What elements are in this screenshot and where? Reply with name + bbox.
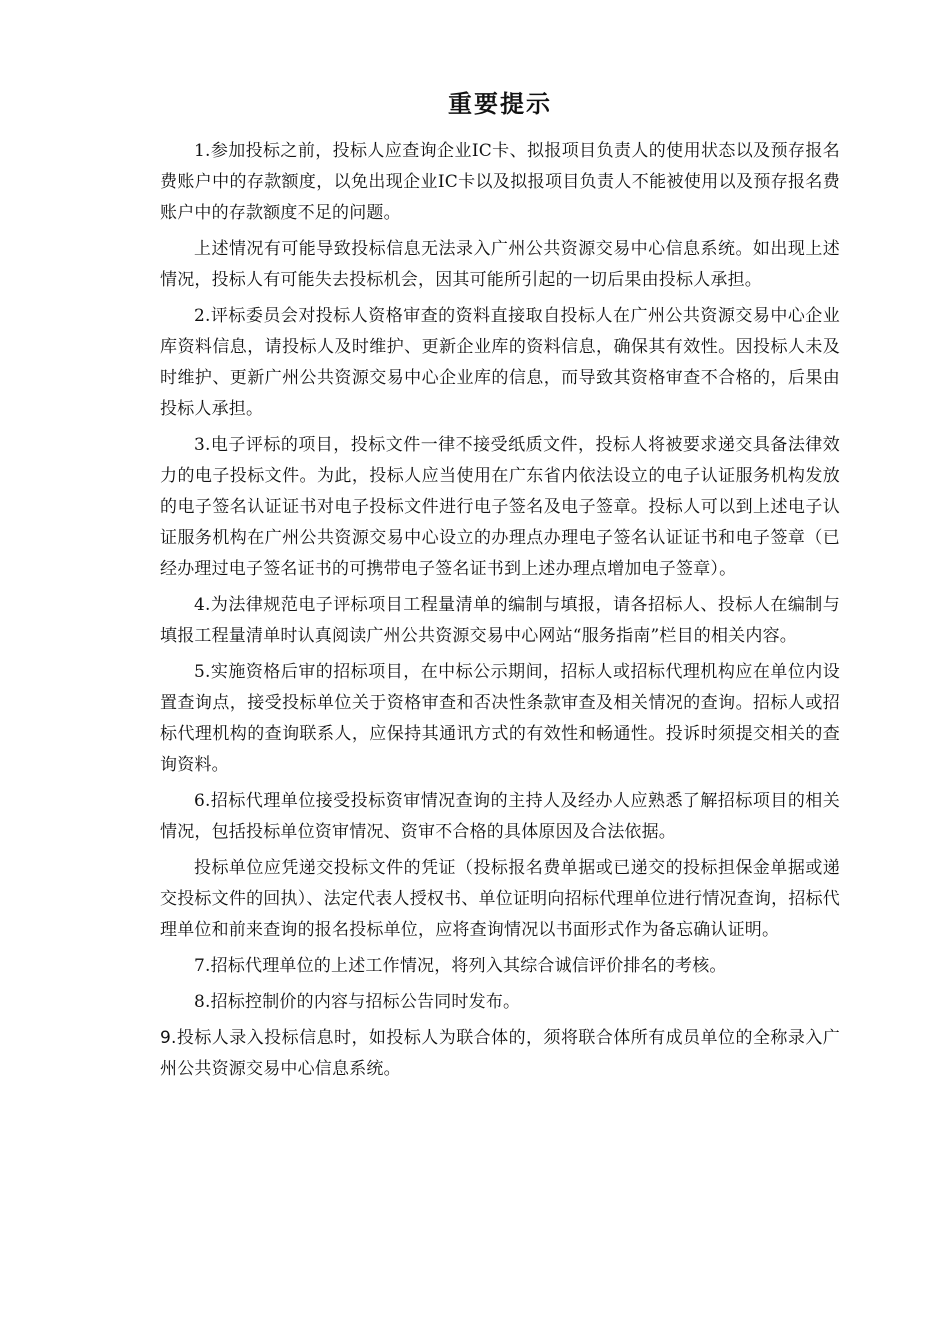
notice-item-6: 6.招标代理单位接受投标资审情况查询的主持人及经办人应熟悉了解招标项目的相关情况，包括投标单位资审情况、资审不合格的具体原因及合法依据。 [160,791,840,842]
notice-item-9: 9.投标人录入投标信息时，如投标人为联合体的，须将联合体所有成员单位的全称录入广州公共资源交易中心信息系统。 [160,1028,840,1079]
document-page [160,86,840,1090]
notice-item-6-continued: 投标单位应凭递交投标文件的凭证（投标报名费单据或已递交的投标担保金单据或递交投标文件的回执）、法定代表人授权书、单位证明向招标代理单位进行情况查询，招标代理单位和前来查询的报名投标单位，应将查询情况以书面形式作为备忘确认证明。 [160,858,840,940]
notice-item-7: 7.招标代理单位的上述工作情况，将列入其综合诚信评价排名的考核。 [194,956,727,976]
notice-item-4: 4.为法律规范电子评标项目工程量清单的编制与填报，请各招标人、投标人在编制与填报工程量清单时认真阅读广州公共资源交易中心网站“服务指南”栏目的相关内容。 [160,595,840,646]
notice-item-5: 5.实施资格后审的招标项目，在中标公示期间，招标人或招标代理机构应在单位内设置查询点，接受投标单位关于资格审查和否决性条款审查及相关情况的查询。招标人或招标代理机构的查询联系人，应保持其通讯方式的有效性和畅通性。投诉时须提交相关的查询资料。 [160,662,840,775]
notice-item-1-continued: 上述情况有可能导致投标信息无法录入广州公共资源交易中心信息系统。如出现上述情况，投标人有可能失去投标机会，因其可能所引起的一切后果由投标人承担。 [160,239,840,290]
notice-item-3: 3.电子评标的项目，投标文件一律不接受纸质文件，投标人将被要求递交具备法律效力的电子投标文件。为此，投标人应当使用在广东省内依法设立的电子认证服务机构发放的电子签名认证证书对电子投标文件进行电子签名及电子签章。投标人可以到上述电子认证服务机构在广州公共资源交易中心设立的办理点办理电子签名认证证书和电子签章（已经办理过电子签名证书的可携带电子签名证书到上述办理点增加电子签章）。 [160,435,840,579]
notice-item-1: 1.参加投标之前，投标人应查询企业IC卡、拟报项目负责人的使用状态以及预存报名费账户中的存款额度，以免出现企业IC卡以及拟报项目负责人不能被使用以及预存报名费账户中的存款额度不足的问题。 [160,141,840,223]
notice-item-8: 8.招标控制价的内容与招标公告同时发布。 [194,992,521,1012]
document-title: 重要提示 [448,90,552,118]
notice-item-2: 2.评标委员会对投标人资格审查的资料直接取自投标人在广州公共资源交易中心企业库资料信息，请投标人及时维护、更新企业库的资料信息，确保其有效性。因投标人未及时维护、更新广州公共资源交易中心企业库的信息，而导致其资格审查不合格的，后果由投标人承担。 [160,306,840,419]
